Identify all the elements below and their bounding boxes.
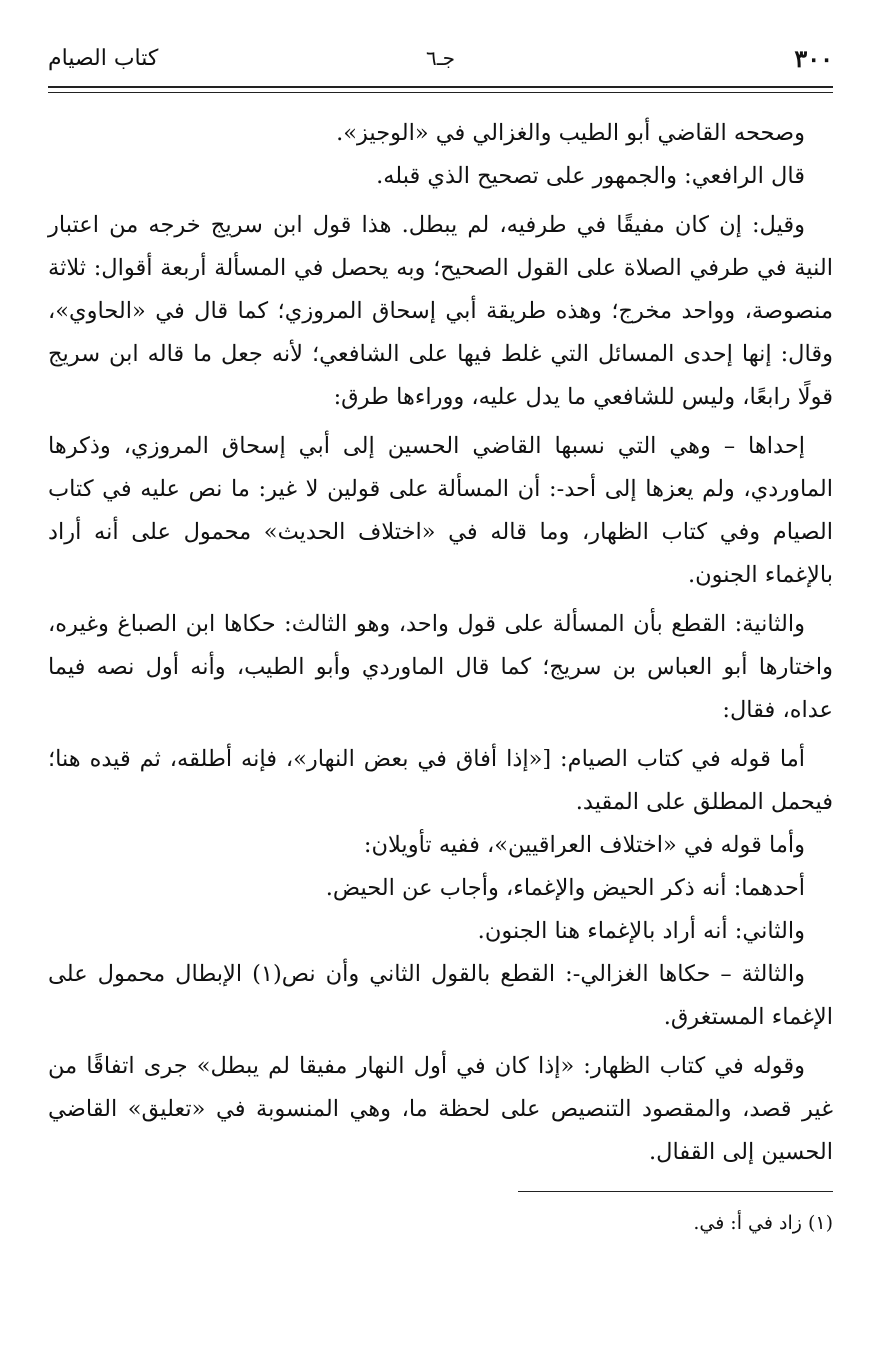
paragraph: وقوله في كتاب الظهار: «إذا كان في أول النهار مفيقا لم يبطل» جرى اتفاقًا من غير قصد، والمقصود التنصيص على لحظة ما، وهي المنسوبة في «تعليق» القاضي الحسين إلى القفال. bbox=[48, 1053, 833, 1165]
page-number: ٣٠٠ bbox=[794, 44, 833, 73]
paragraph: أحدهما: أنه ذكر الحيض والإغماء، وأجاب عن الحيض. bbox=[325, 875, 805, 901]
paragraph: قال الرافعي: والجمهور على تصحيح الذي قبله. bbox=[376, 163, 805, 189]
paragraph: والثانية: القطع بأن المسألة على قول واحد، وهو الثالث: حكاها ابن الصباغ وغيره، واختارها أبو العباس بن سريج؛ كما قال الماوردي وأبو الطيب، وأنه أول نصه فيما عداه، فقال: bbox=[48, 611, 833, 723]
paragraph: وقيل: إن كان مفيقًا في طرفيه، لم يبطل. هذا قول ابن سريج خرجه من اعتبار النية في طرفي الصلاة على القول الصحيح؛ وبه يحصل في المسألة أربعة أقوال: ثلاثة منصوصة، وواحد مخرج؛ وهذه طريقة أبي إسحاق المروزي؛ كما قال في «الحاوي»، وقال: إنها إحدى المسائل التي غلط فيها على الشافعي؛ لأنه جعل ما قاله ابن سريج قولًا رابعًا، وليس للشافعي ما يدل عليه، ووراءها طرق: bbox=[48, 212, 833, 410]
paragraph: وصححه القاضي أبو الطيب والغزالي في «الوجيز». bbox=[336, 120, 805, 146]
header-rule bbox=[48, 86, 833, 93]
paragraph: وأما قوله في «اختلاف العراقيين»، ففيه تأويلان: bbox=[363, 832, 805, 858]
paragraph: والثاني: أنه أراد بالإغماء هنا الجنون. bbox=[477, 918, 805, 944]
paragraph: أما قوله في كتاب الصيام: [«إذا أفاق في بعض النهار»، فإنه أطلقه، ثم قيده هنا؛ فيحمل المطلق على المقيد. bbox=[48, 746, 833, 815]
paragraph: والثالثة – حكاها الغزالي-: القطع بالقول الثاني وأن نص(١) الإبطال محمول على الإغماء المستغرق. bbox=[48, 961, 833, 1030]
footnote: (١) زاد في أ: في. bbox=[693, 1212, 833, 1234]
paragraph: إحداها – وهي التي نسبها القاضي الحسين إلى أبي إسحاق المروزي، وذكرها الماوردي، ولم يعزها إلى أحد-: أن المسألة على قولين لا غير: ما نص عليه في كتاب الصيام وفي كتاب الظهار، وما قاله في «اختلاف الحديث» محمول على أنه أراد بالإغماء الجنون. bbox=[48, 433, 833, 588]
page-header bbox=[48, 44, 833, 84]
book-title: كتاب الصيام bbox=[48, 46, 159, 71]
volume-label: جـ٦ bbox=[426, 46, 455, 70]
footnote-separator bbox=[518, 1191, 833, 1192]
main-text bbox=[48, 112, 833, 1174]
